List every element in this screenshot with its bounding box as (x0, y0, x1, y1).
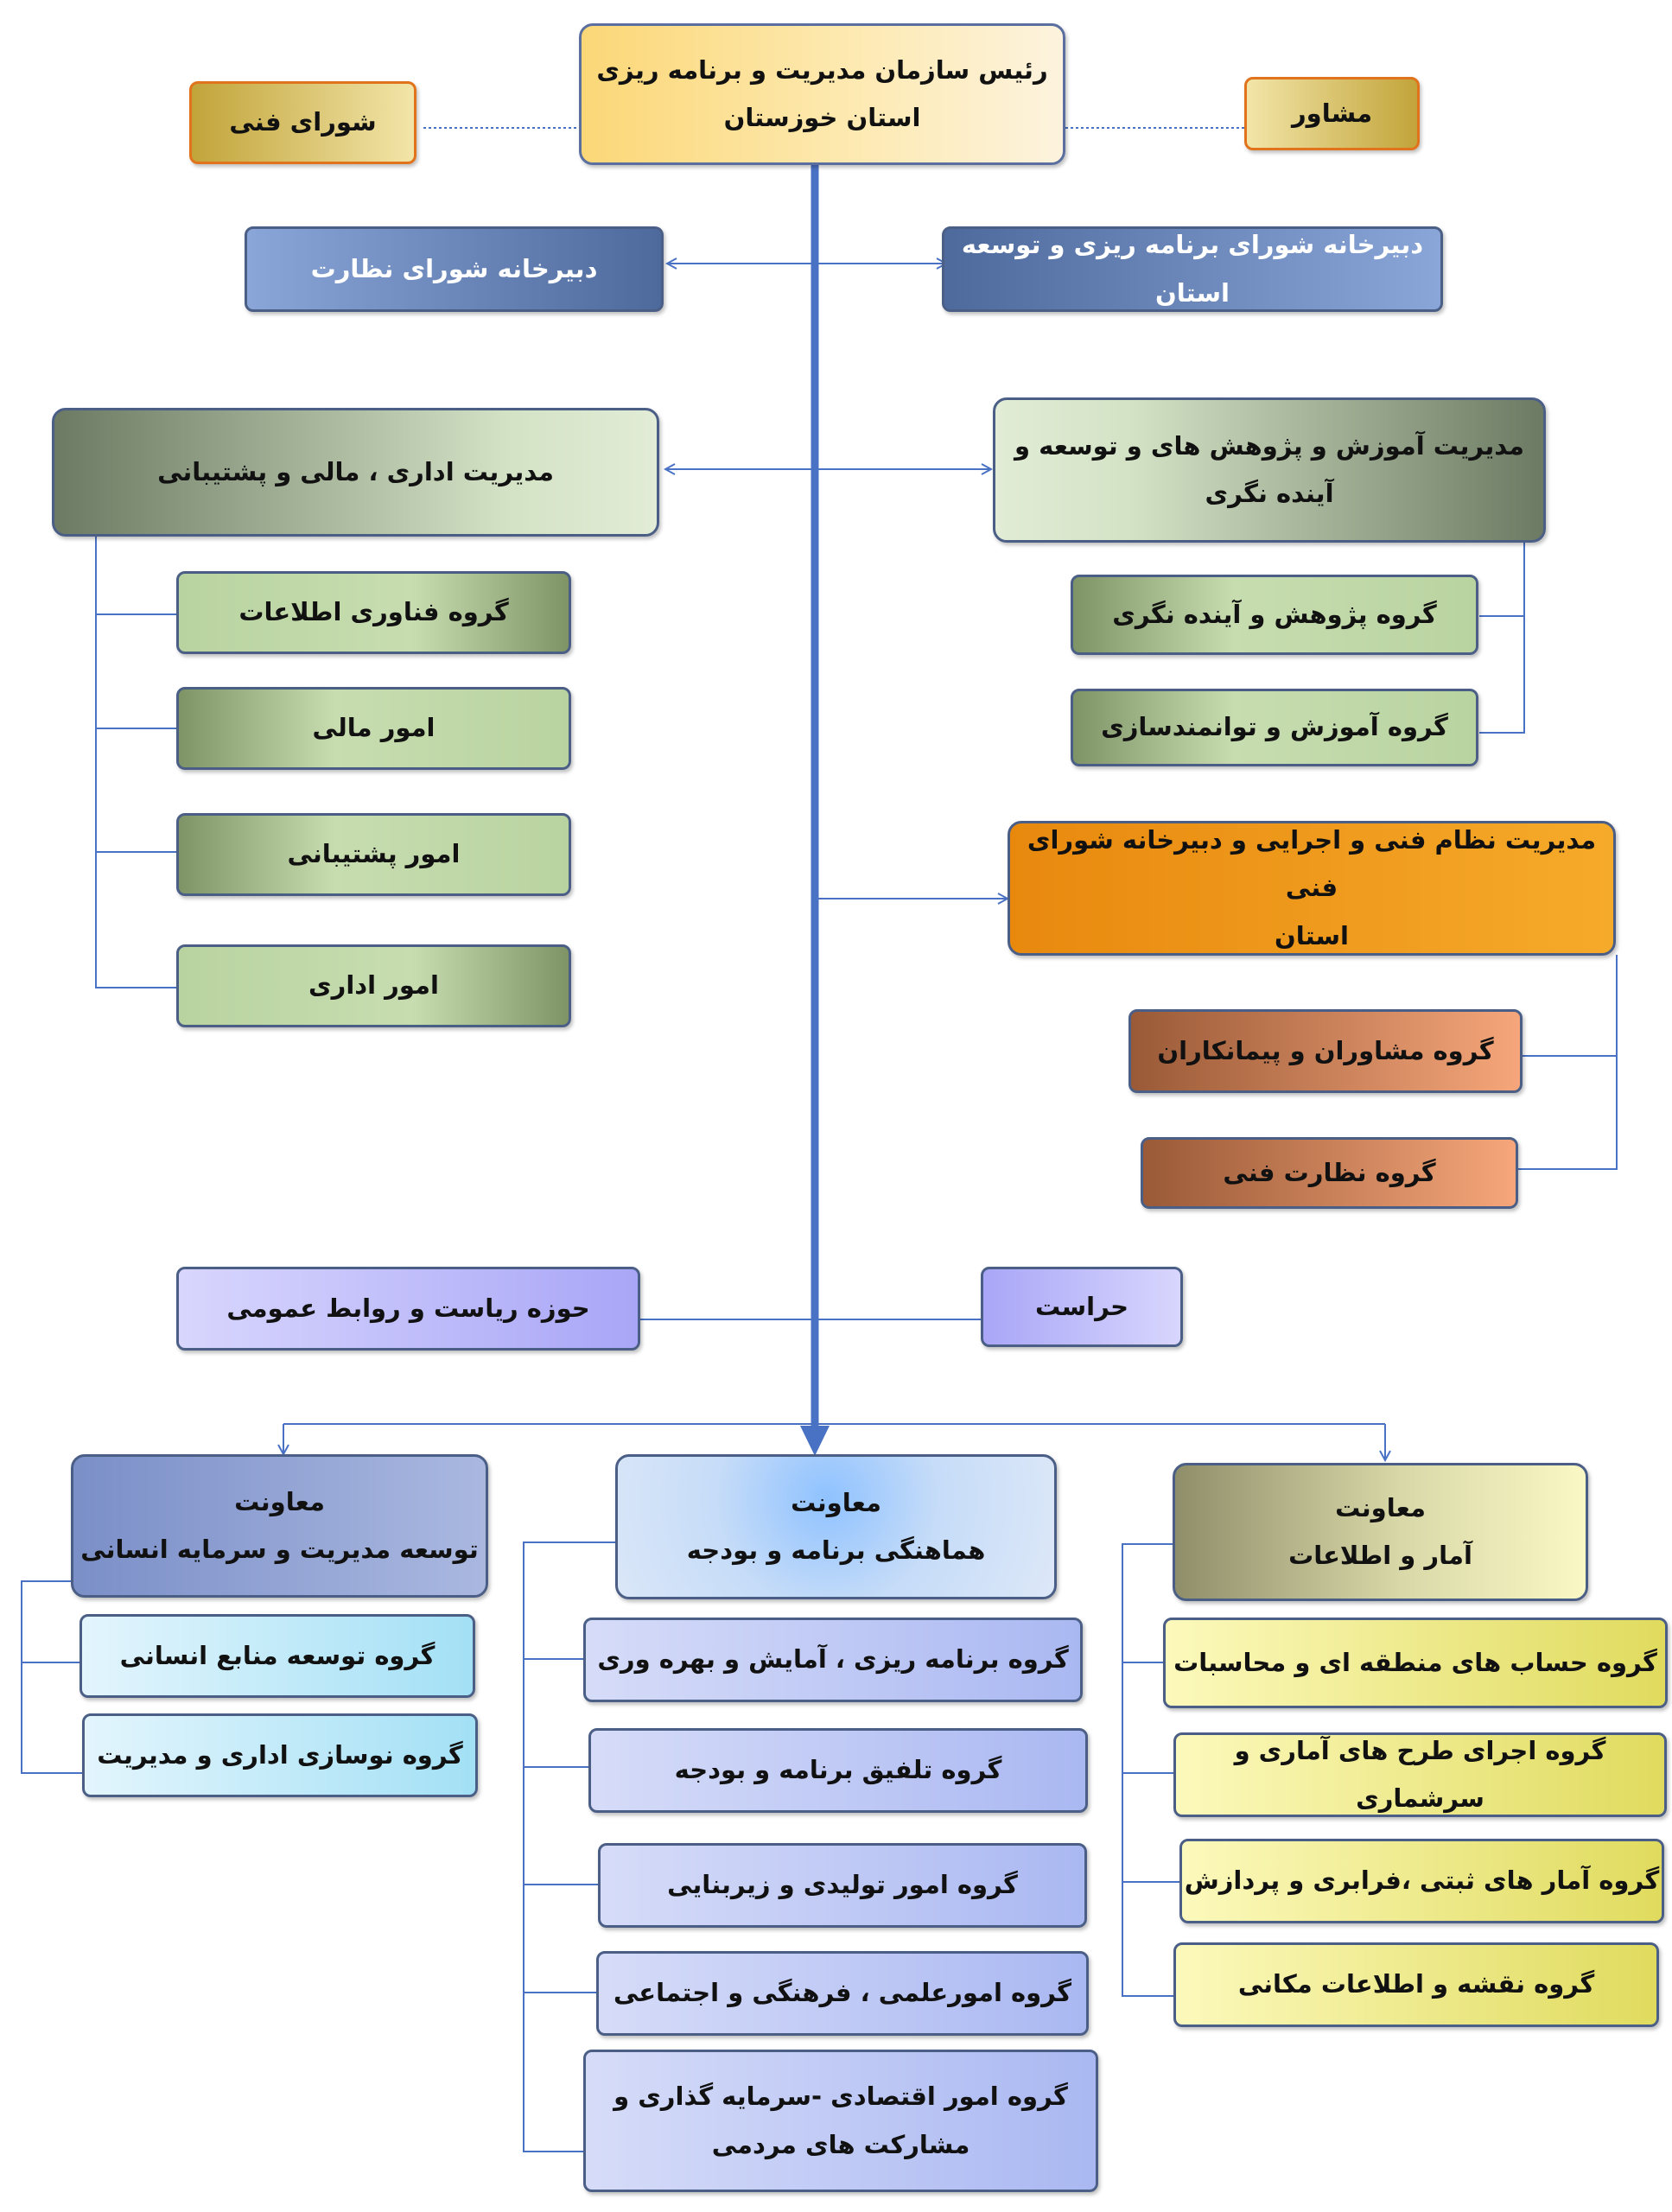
admin-affairs-box[interactable] (176, 944, 571, 1027)
it-group-box[interactable] (176, 571, 571, 654)
oversight-secretariat-label: دبیرخانه شورای نظارت (310, 253, 598, 283)
security-label: حراست (1034, 1291, 1129, 1321)
admin-management-title: مدیریت اداری ، مالی و پشتیبانی (157, 456, 554, 486)
research-management-subtitle: آینده نگری (1205, 479, 1334, 508)
registry-stats-group-box[interactable] (1179, 1839, 1664, 1923)
admin-management-box[interactable] (52, 408, 659, 537)
technical-management-subtitle: استان (1275, 920, 1349, 950)
planning-group-box[interactable] (583, 1618, 1083, 1702)
technical-council-label: شورای فنی (229, 107, 377, 137)
oversight-secretariat-box[interactable] (245, 226, 664, 312)
head-title: رئیس سازمان مدیریت و برنامه ریزی (596, 54, 1048, 85)
budget-deputy-box[interactable] (615, 1454, 1057, 1599)
hr-deputy-box[interactable] (71, 1454, 488, 1598)
training-group-label: گروه آموزش و توانمندسازی (1101, 712, 1448, 742)
head-subtitle: استان خوزستان (723, 103, 921, 132)
hr-development-group-label: گروه توسعه منابع انسانی (119, 1640, 435, 1670)
support-affairs-label: امور پشتیبانی (287, 839, 461, 869)
hr-development-group-box[interactable] (79, 1614, 475, 1698)
budget-deputy-title: معاونت (791, 1487, 881, 1517)
finance-affairs-box[interactable] (176, 687, 571, 770)
spatial-info-group-box[interactable] (1173, 1942, 1659, 2027)
technical-management-box[interactable] (1008, 821, 1616, 956)
technical-management-title: مدیریت نظام فنی و اجرایی و دبیرخانه شورای فنی (1027, 825, 1597, 903)
cultural-group-label: گروه امورعلمی ، فرهنگی و اجتماعی (613, 1978, 1072, 2008)
economic-group-box[interactable] (583, 2050, 1098, 2192)
admin-renewal-group-box[interactable] (82, 1713, 478, 1797)
regional-accounts-group-label: گروه حساب های منطقه ای و محاسبات (1173, 1647, 1657, 1677)
technical-council-box[interactable] (189, 81, 416, 164)
stats-deputy-title: معاونت (1335, 1492, 1426, 1522)
hr-deputy-subtitle: توسعه مدیریت و سرمایه انسانی (80, 1535, 479, 1564)
cultural-group-box[interactable] (596, 1951, 1089, 2036)
it-group-label: گروه فناوری اطلاعات (238, 597, 509, 627)
planning-secretariat-box[interactable] (942, 226, 1443, 312)
admin-affairs-label: امور اداری (308, 970, 439, 1001)
public-relations-label: حوزه ریاست و روابط عمومی (226, 1293, 590, 1323)
research-group-label: گروه پژوهش و آینده نگری (1112, 599, 1437, 629)
hr-deputy-title: معاونت (234, 1486, 325, 1516)
census-group-label: گروه اجرای طرح های آماری و سرشماری (1234, 1735, 1606, 1813)
head-box[interactable] (579, 23, 1065, 165)
public-relations-box[interactable] (176, 1267, 640, 1351)
contractors-group-box[interactable] (1128, 1009, 1523, 1093)
stats-deputy-box[interactable] (1173, 1463, 1588, 1601)
production-group-box[interactable] (598, 1843, 1087, 1928)
research-group-box[interactable] (1071, 575, 1478, 655)
contractors-group-label: گروه مشاوران و پیمانکاران (1157, 1035, 1494, 1065)
planning-secretariat-label: دبیرخانه شورای برنامه ریزی و توسعه استان (961, 230, 1424, 308)
regional-accounts-group-box[interactable] (1163, 1618, 1668, 1708)
security-box[interactable] (981, 1267, 1183, 1347)
budget-integration-group-label: گروه تلفیق برنامه و بودجه (674, 1755, 1002, 1785)
finance-affairs-label: امور مالی (312, 713, 435, 743)
spatial-info-group-label: گروه نقشه و اطلاعات مکانی (1237, 1969, 1595, 1999)
technical-supervision-label: گروه نظارت فنی (1223, 1157, 1436, 1187)
training-group-box[interactable] (1071, 689, 1478, 766)
research-management-box[interactable] (993, 397, 1546, 543)
budget-integration-group-box[interactable] (588, 1728, 1088, 1813)
stats-deputy-subtitle: آمار و اطلاعات (1288, 1541, 1472, 1570)
planning-group-label: گروه برنامه ریزی ، آمایش و بهره وری (597, 1644, 1069, 1675)
registry-stats-group-label: گروه آمار های ثبتی ،فرابری و پردازش (1184, 1866, 1660, 1896)
support-affairs-box[interactable] (176, 813, 571, 896)
advisor-label: مشاور (1291, 98, 1373, 128)
admin-renewal-group-label: گروه نوسازی اداری و مدیریت (97, 1739, 463, 1770)
research-management-title: مدیریت آموزش و پژوهش های و توسعه و (1014, 430, 1524, 461)
economic-group-title: گروه امور اقتصادی -سرمایه گذاری و (613, 2082, 1068, 2112)
technical-supervision-box[interactable] (1141, 1137, 1518, 1209)
census-group-box[interactable] (1173, 1732, 1667, 1817)
economic-group-subtitle: مشارکت های مردمی (711, 2129, 970, 2159)
budget-deputy-subtitle: هماهنگی برنامه و بودجه (686, 1535, 986, 1565)
production-group-label: گروه امور تولیدی و زیربنایی (667, 1870, 1018, 1900)
advisor-box[interactable] (1244, 77, 1420, 150)
